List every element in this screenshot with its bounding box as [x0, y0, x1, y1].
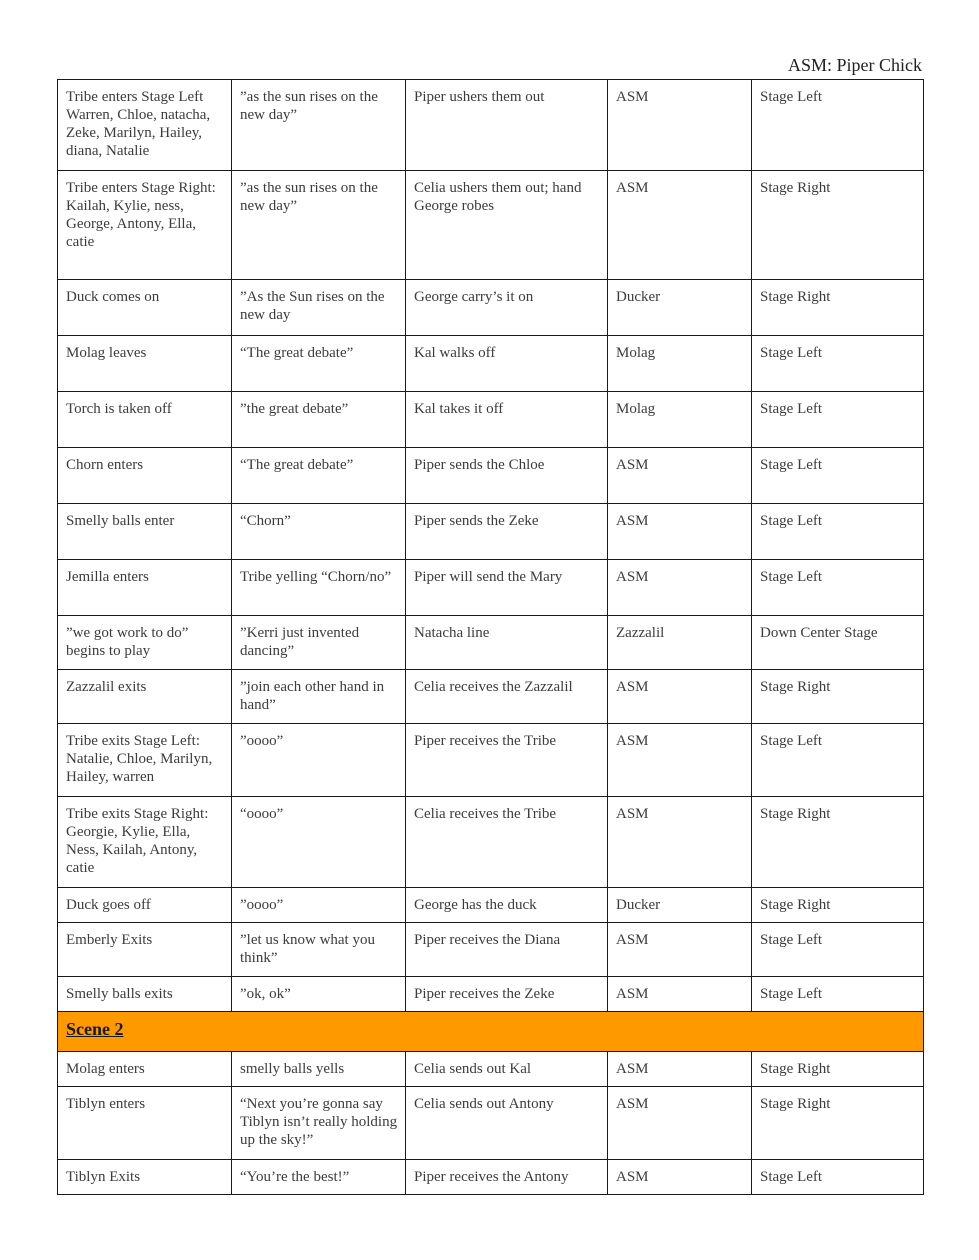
who-cell: Ducker [608, 888, 752, 923]
action-cell: Piper sends the Zeke [406, 504, 608, 560]
scene-header-cell [58, 1012, 924, 1052]
where-cell: Stage Right [752, 888, 924, 923]
who-cell: Ducker [608, 280, 752, 336]
where-cell: Stage Right [752, 1052, 924, 1087]
cue-table-body [58, 80, 924, 1195]
action-cell: George carry’s it on [406, 280, 608, 336]
cue-cell: Zazzalil exits [58, 670, 232, 724]
line-cell: ”Kerri just invented dancing” [232, 616, 406, 670]
who-cell: ASM [608, 1087, 752, 1160]
line-cell: Tribe yelling “Chorn/no” [232, 560, 406, 616]
who-cell: Molag [608, 336, 752, 392]
who-cell: ASM [608, 80, 752, 171]
who-cell: ASM [608, 797, 752, 888]
where-cell: Stage Right [752, 171, 924, 280]
table-row [58, 616, 924, 670]
line-cell: “You’re the best!” [232, 1160, 406, 1195]
cue-cell: Chorn enters [58, 448, 232, 504]
where-cell: Stage Right [752, 797, 924, 888]
where-cell: Stage Left [752, 1160, 924, 1195]
scene-header-row [58, 1012, 924, 1052]
cue-cell: Smelly balls enter [58, 504, 232, 560]
action-cell: Piper receives the Zeke [406, 977, 608, 1012]
cue-cell: Tribe enters Stage Left Warren, Chloe, natacha, Zeke, Marilyn, Hailey, diana, Natalie [58, 80, 232, 171]
who-cell: ASM [608, 171, 752, 280]
who-cell: Zazzalil [608, 616, 752, 670]
table-row [58, 888, 924, 923]
line-cell: smelly balls yells [232, 1052, 406, 1087]
line-cell: ”as the sun rises on the new day” [232, 171, 406, 280]
where-cell: Stage Left [752, 392, 924, 448]
line-cell: “Next you’re gonna say Tiblyn isn’t really holding up the sky!” [232, 1087, 406, 1160]
action-cell: Piper receives the Tribe [406, 724, 608, 797]
cue-cell: Tiblyn Exits [58, 1160, 232, 1195]
table-row [58, 171, 924, 280]
line-cell: “The great debate” [232, 448, 406, 504]
cue-cell: Tribe enters Stage Right: Kailah, Kylie, ness, George, Antony, Ella, catie [58, 171, 232, 280]
table-row [58, 560, 924, 616]
who-cell: ASM [608, 504, 752, 560]
line-cell: “The great debate” [232, 336, 406, 392]
who-cell: ASM [608, 670, 752, 724]
page-header: ASM: Piper Chick [787, 55, 922, 75]
where-cell: Stage Left [752, 560, 924, 616]
where-cell: Stage Left [752, 448, 924, 504]
who-cell: ASM [608, 560, 752, 616]
table-row [58, 504, 924, 560]
cue-cell: Emberly Exits [58, 923, 232, 977]
action-cell: Kal walks off [406, 336, 608, 392]
action-cell: Celia ushers them out; hand George robes [406, 171, 608, 280]
cue-cell: Molag enters [58, 1052, 232, 1087]
action-cell: Piper will send the Mary [406, 560, 608, 616]
cue-cell: Tiblyn enters [58, 1087, 232, 1160]
table-row [58, 670, 924, 724]
scene-label: Scene 2 [66, 1019, 124, 1039]
who-cell: ASM [608, 448, 752, 504]
line-cell: ”oooo” [232, 888, 406, 923]
line-cell: ”let us know what you think” [232, 923, 406, 977]
cue-cell: Molag leaves [58, 336, 232, 392]
where-cell: Stage Right [752, 1087, 924, 1160]
cue-cell: Tribe exits Stage Left: Natalie, Chloe, Marilyn, Hailey, warren [58, 724, 232, 797]
cue-sheet-table [57, 79, 924, 1195]
cue-cell: ”we got work to do” begins to play [58, 616, 232, 670]
where-cell: Stage Left [752, 336, 924, 392]
where-cell: Stage Left [752, 80, 924, 171]
where-cell: Stage Left [752, 977, 924, 1012]
line-cell: ”the great debate” [232, 392, 406, 448]
action-cell: Celia sends out Kal [406, 1052, 608, 1087]
action-cell: Kal takes it off [406, 392, 608, 448]
table-row [58, 392, 924, 448]
table-row [58, 1160, 924, 1195]
where-cell: Stage Left [752, 923, 924, 977]
where-cell: Stage Left [752, 504, 924, 560]
line-cell: “oooo” [232, 797, 406, 888]
action-cell: Natacha line [406, 616, 608, 670]
who-cell: ASM [608, 977, 752, 1012]
cue-cell: Duck comes on [58, 280, 232, 336]
who-cell: Molag [608, 392, 752, 448]
table-row [58, 1052, 924, 1087]
table-row [58, 280, 924, 336]
cue-cell: Jemilla enters [58, 560, 232, 616]
who-cell: ASM [608, 1052, 752, 1087]
line-cell: ”As the Sun rises on the new day [232, 280, 406, 336]
action-cell: Celia receives the Tribe [406, 797, 608, 888]
action-cell: Piper receives the Diana [406, 923, 608, 977]
line-cell: ”oooo” [232, 724, 406, 797]
line-cell: ”ok, ok” [232, 977, 406, 1012]
line-cell: ”as the sun rises on the new day” [232, 80, 406, 171]
where-cell: Stage Right [752, 280, 924, 336]
who-cell: ASM [608, 1160, 752, 1195]
table-row [58, 336, 924, 392]
who-cell: ASM [608, 923, 752, 977]
where-cell: Down Center Stage [752, 616, 924, 670]
table-row [58, 80, 924, 171]
table-row [58, 448, 924, 504]
action-cell: Celia sends out Antony [406, 1087, 608, 1160]
cue-cell: Torch is taken off [58, 392, 232, 448]
where-cell: Stage Right [752, 670, 924, 724]
table-row [58, 923, 924, 977]
table-row [58, 977, 924, 1012]
cue-cell: Tribe exits Stage Right: Georgie, Kylie, Ella, Ness, Kailah, Antony, catie [58, 797, 232, 888]
line-cell: ”join each other hand in hand” [232, 670, 406, 724]
who-cell: ASM [608, 724, 752, 797]
action-cell: George has the duck [406, 888, 608, 923]
action-cell: Piper ushers them out [406, 80, 608, 171]
action-cell: Piper receives the Antony [406, 1160, 608, 1195]
where-cell: Stage Left [752, 724, 924, 797]
table-row [58, 724, 924, 797]
action-cell: Celia receives the Zazzalil [406, 670, 608, 724]
table-row [58, 797, 924, 888]
cue-cell: Smelly balls exits [58, 977, 232, 1012]
line-cell: “Chorn” [232, 504, 406, 560]
cue-cell: Duck goes off [58, 888, 232, 923]
table-row [58, 1087, 924, 1160]
action-cell: Piper sends the Chloe [406, 448, 608, 504]
